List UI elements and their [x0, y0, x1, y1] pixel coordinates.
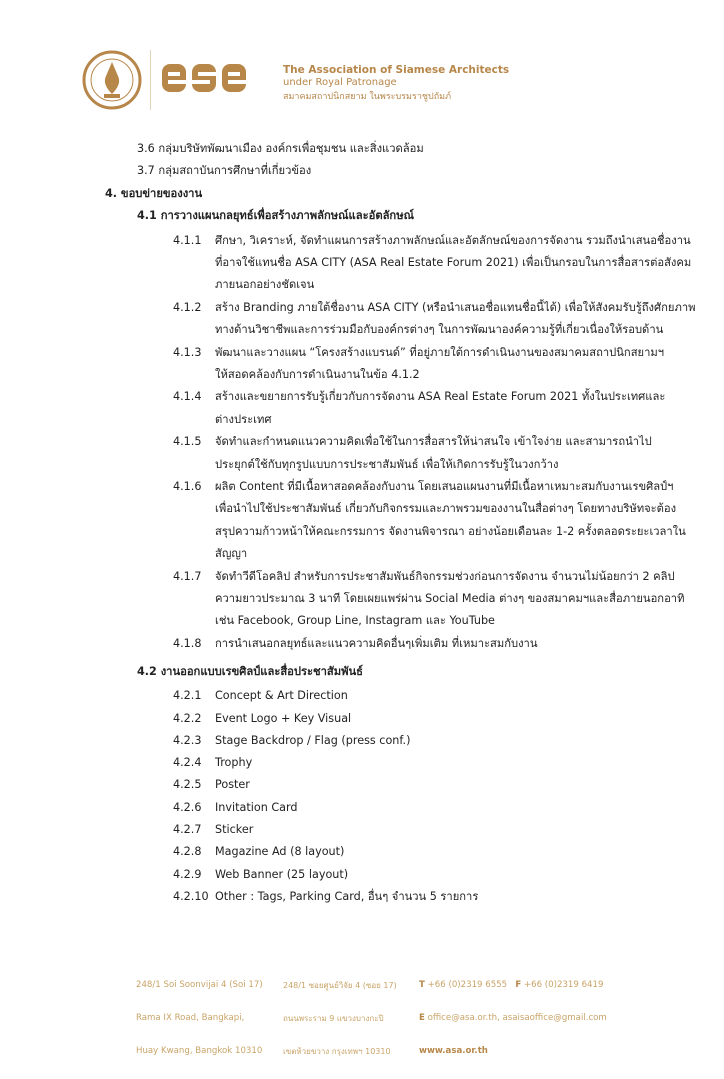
item-number: 4.2.3: [173, 733, 202, 747]
item-text: Poster: [215, 778, 250, 792]
org-name-en: The Association of Siamese Architects: [283, 64, 510, 76]
item-text-line: สร้างและขยายการรับรู้เกี่ยวกับการจัดงาน ASA Real Estate Forum 2021 ทั้งในประเทศและ: [215, 390, 666, 404]
item-number: 4.1.6: [173, 480, 202, 493]
asa-wordmark-logo: [160, 60, 250, 96]
address-line: Huay Kwang, Bangkok 10310: [136, 1046, 263, 1056]
item-text: Trophy: [215, 756, 253, 770]
item-text: Event Logo + Key Visual: [215, 711, 352, 725]
fax-label: F: [515, 980, 522, 990]
fax: +66 (0)2319 6419: [523, 980, 604, 990]
item-text-line: ให้สอดคล้องกับการดำเนินงานในข้อ 4.1.2: [215, 368, 420, 381]
header-divider: [150, 50, 151, 110]
item-text-line: การนำเสนอกลยุทธ์และแนวความคิดอื่นๆเพิ่มเติม ที่เหมาะสมกับงาน: [215, 636, 538, 650]
section-heading: 4.2 งานออกแบบเรขศิลป์และสื่อประชาสัมพันธ์: [137, 665, 363, 679]
item-number: 4.2.4: [173, 756, 202, 770]
item-text-line: สัญญา: [215, 547, 248, 561]
item-text: Sticker: [215, 823, 254, 836]
list-item: 3.6 กลุ่มบริษัทพัฒนาเมือง องค์กรเพื่อชุมชน และสิ่งแวดล้อม: [137, 142, 424, 155]
item-number: 4.2.5: [173, 778, 202, 792]
item-number: 4.2.2: [173, 711, 202, 725]
item-number: 4.2.1: [173, 689, 202, 703]
item-text-line: ต่างประเทศ: [215, 412, 272, 426]
item-number: 4.1.3: [173, 345, 202, 359]
address-line: ถนนพระราม 9 แขวงบางกะปิ: [283, 1014, 384, 1023]
asa-seal-logo: [82, 50, 142, 110]
item-text-line: ผลิต Content ที่มีเนื้อหาสอดคล้องกับงาน โดยเสนอแผนงานที่มีเนื้อหาเหมาะสมกับงานเรขศิลป์ฯ: [215, 480, 674, 493]
tel-label: T: [419, 980, 425, 990]
item-text: Stage Backdrop / Flag (press conf.): [215, 733, 411, 747]
item-text-line: เช่น Facebook, Group Line, Instagram และ YouTube: [215, 614, 495, 628]
email-link[interactable]: office@asa.or.th, asaisaoffice@gmail.com: [427, 1013, 607, 1023]
item-number: 4.2.8: [173, 845, 202, 859]
item-number: 4.1.2: [173, 300, 202, 314]
item-number: 4.2.9: [173, 867, 202, 881]
item-number: 4.1.4: [173, 390, 202, 404]
org-subtitle-en: under Royal Patronage: [283, 77, 397, 88]
item-number: 4.2.10: [173, 889, 209, 903]
item-text-line: ประยุกต์ใช้กับทุกรูปแบบการประชาสัมพันธ์ เพื่อให้เกิดการรับรู้ในวงกว้าง: [215, 457, 559, 471]
address-line: 248/1 ซอยศูนย์วิจัย 4 (ซอย 17): [283, 981, 397, 990]
list-item: 3.7 กลุ่มสถาบันการศึกษาที่เกี่ยวข้อง: [137, 164, 312, 178]
item-number: 4.1.5: [173, 435, 202, 449]
item-text: Invitation Card: [215, 800, 298, 814]
section-heading: 4. ขอบข่ายของงาน: [105, 186, 203, 200]
item-number: 4.2.7: [173, 823, 202, 836]
email-label: E: [419, 1013, 425, 1023]
item-text-line: สรุปความก้าวหน้าให้คณะกรรมการ จัดงานพิจารณา อย่างน้อยเดือนละ 1-2 ครั้งตลอดระยะเวลาใน: [215, 524, 686, 538]
item-text-line: พัฒนาและวางแผน “โครงสร้างแบรนด์” ที่อยู่ภายใต้การดำเนินงานของสมาคมสถาปนิกสยามฯ: [215, 345, 665, 359]
item-number: 4.1.7: [173, 569, 202, 583]
item-text: Concept & Art Direction: [215, 689, 348, 703]
item-text: Web Banner (25 layout): [215, 867, 349, 881]
item-text: Other : Tags, Parking Card, อื่นๆ จำนวน 5 รายการ: [215, 889, 479, 903]
tel: +66 (0)2319 6555: [427, 980, 508, 990]
item-text-line: จัดทำและกำหนดแนวความคิดเพื่อใช้ในการสื่อสารให้น่าสนใจ เข้าใจง่าย และสามารถนำไป: [215, 435, 652, 449]
item-text-line: ที่อาจใช้แทนชื่อ ASA CITY (ASA Real Estate Forum 2021) เพื่อเป็นกรอบในการสื่อสารต่อสังคม: [215, 256, 692, 269]
address-line: เขตห้วยขวาง กรุงเทพฯ 10310: [283, 1047, 391, 1056]
item-number: 4.1.8: [173, 636, 202, 650]
footer-address-en: [136, 958, 263, 1079]
section-heading: 4.1 การวางแผนกลยุทธ์เพื่อสร้างภาพลักษณ์และอัตลักษณ์: [137, 209, 414, 223]
item-number: 4.2.6: [173, 800, 202, 814]
address-line: Rama IX Road, Bangkapi,: [136, 1013, 245, 1023]
item-text-line: ศึกษา, วิเคราะห์, จัดทำแผนการสร้างภาพลักษณ์และอัตลักษณ์ของการจัดงาน รวมถึงนำเสนอชื่องาน: [215, 233, 691, 247]
item-text: Magazine Ad (8 layout): [215, 845, 345, 859]
item-text-line: ทางด้านวิชาชีพและการร่วมมือกับองค์กรต่างๆ ในการพัฒนาองค์ความรู้ที่เกี่ยวเนื่องให้รอบด้าน: [215, 323, 664, 337]
item-text-line: เพื่อนำไปใช้ประชาสัมพันธ์ เกี่ยวกับกิจกรรมและภาพรวมของงานในสื่อต่างๆ โดยทางบริษัทจะต้อง: [215, 502, 677, 516]
address-line: 248/1 Soi Soonvijai 4 (Soi 17): [136, 980, 263, 990]
org-name-th: สมาคมสถาปนิกสยาม ในพระบรมราชูปถัมภ์: [283, 92, 452, 102]
footer-contact: [419, 958, 607, 1079]
item-text-line: สร้าง Branding ภายใต้ชื่องาน ASA CITY (หรือนำเสนอชื่อแทนชื่อนี้ได้) เพื่อให้สังคมรับรู้ถึงศักยภาพ: [215, 300, 696, 314]
item-text-line: จัดทำวีดีโอคลิป สำหรับการประชาสัมพันธ์กิจกรรมช่วงก่อนการจัดงาน จำนวนไม่น้อยกว่า 2 คลิป: [215, 569, 675, 583]
item-text-line: ภายนอกอย่างชัดเจน: [215, 278, 315, 292]
footer-address-th: [283, 958, 397, 1079]
website-link[interactable]: www.asa.or.th: [419, 1046, 488, 1056]
item-text-line: ความยาวประมาณ 3 นาที โดยเผยแพร่ผ่าน Social Media ต่างๆ ของสมาคมฯและสื่อภายนอกอาทิ: [215, 592, 685, 605]
item-number: 4.1.1: [173, 233, 202, 247]
